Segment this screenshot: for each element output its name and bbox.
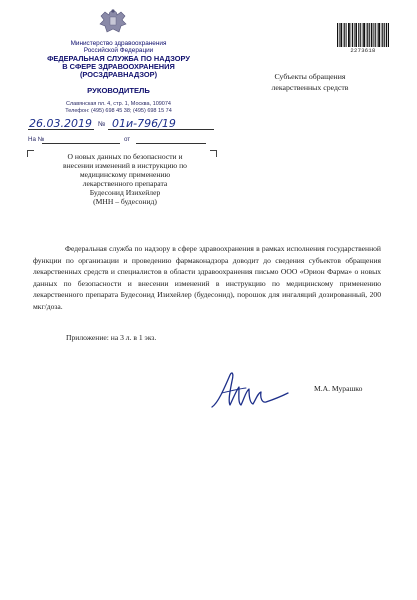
address-line1: Славянская пл. 4, стр. 1, Москва, 109074	[65, 101, 171, 107]
ministry-name-line2: Российской Федерации	[83, 47, 154, 54]
subject-block	[35, 152, 215, 206]
handwritten-signature	[208, 367, 290, 414]
addressee-line2: лекарственных средств	[271, 83, 349, 92]
signatory-name: М.А. Мурашко	[314, 384, 363, 393]
barcode-number: 2273618	[350, 47, 376, 54]
from-underline	[136, 143, 206, 144]
coat-of-arms-emblem-icon	[96, 8, 130, 36]
agency-name-line1: ФЕДЕРАЛЬНАЯ СЛУЖБА ПО НАДЗОРУ	[47, 54, 190, 63]
addressee-block	[255, 71, 365, 93]
number-sign: №	[98, 121, 106, 128]
subject-line: медицинскому применению	[79, 170, 171, 179]
registration-number: 01и-796/19	[112, 117, 176, 130]
subject-line: О новых данных по безопасности и	[67, 152, 183, 161]
agency-name-line3: (РОСЗДРАВНАДЗОР)	[79, 70, 158, 79]
addressee-line1: Субъекты обращения	[274, 72, 346, 81]
reference-underline	[42, 143, 120, 144]
registration-date: 26.03.2019	[29, 117, 92, 130]
attachment-note: Приложение: на 3 л. в 1 экз.	[66, 333, 157, 342]
ministry-name-line1: Министерство здравоохранения	[70, 40, 167, 47]
subject-line: Будесонид Изихейлер	[89, 188, 161, 197]
subject-line: внесении изменений в инструкцию по	[63, 161, 187, 170]
reference-label: На №	[28, 136, 45, 143]
subject-corner-tl	[27, 150, 34, 157]
barcode	[337, 23, 389, 47]
head-title: РУКОВОДИТЕЛЬ	[87, 86, 150, 95]
subject-line: (МНН – будесонид)	[93, 197, 157, 206]
address-line2: Телефон: (495) 698 45 38; (495) 698 15 74	[65, 108, 172, 114]
from-label: от	[124, 136, 131, 143]
agency-name-line2: В СФЕРЕ ЗДРАВООХРАНЕНИЯ	[62, 62, 175, 71]
body-paragraph: Федеральная служба по надзору в сфере здравоохранения в рамках исполнения государственной функции по организации и проведению фармаконадзора доводит до сведения субъектов обращения лекарственных средств и специалистов в области здравоохранения письмо ООО «Орион Фарма» о новых данных по безопасности и внесении изменений в инструкцию по медицинскому применению лекарственного препарата Будесонид Изихейлер (будесонид), порошок для ингаляций дозированный, 200 мкг/доза.	[33, 244, 381, 311]
subject-line: лекарственного препарата	[82, 179, 168, 188]
